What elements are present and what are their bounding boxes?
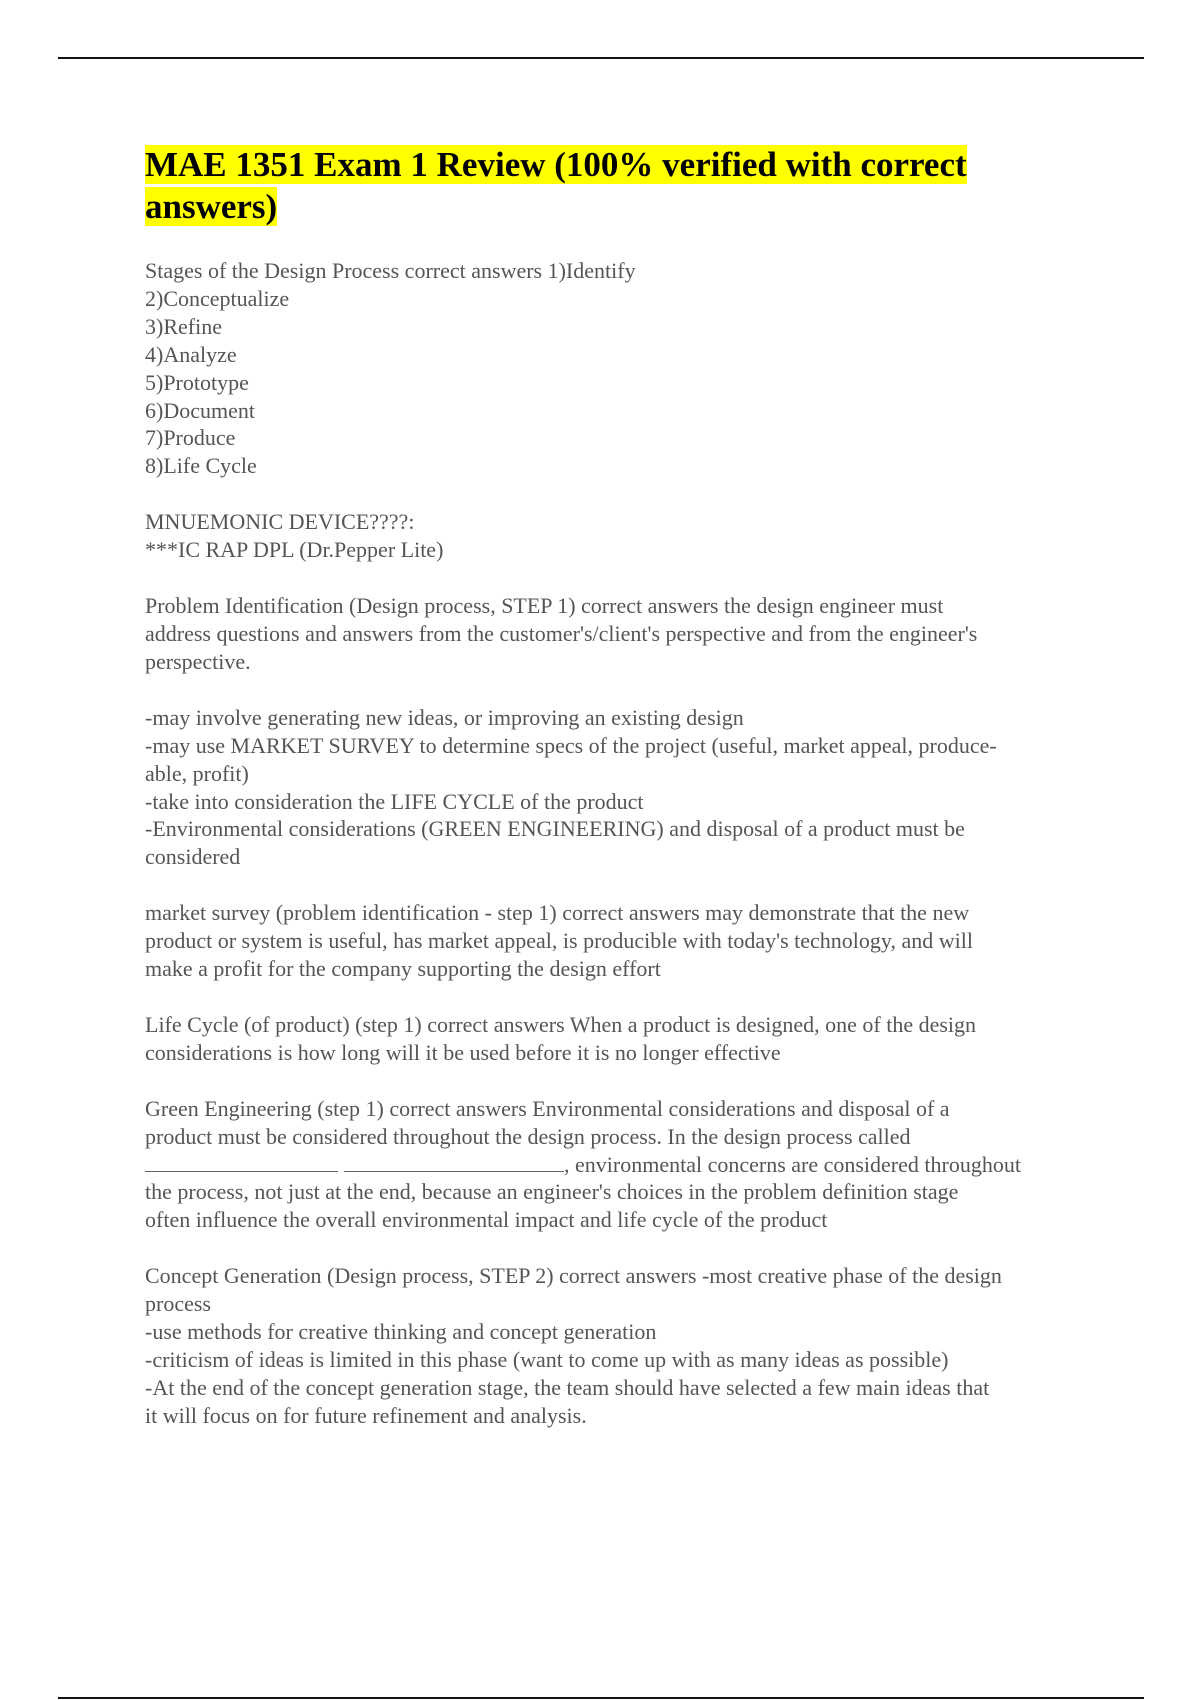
text-line: -use methods for creative thinking and concept generation <box>145 1319 657 1345</box>
text-line: make a profit for the company supporting the design effort <box>145 956 661 982</box>
text-line: -criticism of ideas is limited in this phase (want to come up with as many ideas as possible) <box>145 1347 949 1372</box>
bottom-rule <box>58 1697 1144 1699</box>
text-line: 2)Conceptualize <box>145 285 290 311</box>
text-line: -take into consideration the LIFE CYCLE of the product <box>145 788 644 814</box>
text-fragment: , environmental concerns are considered throughout <box>564 1151 1021 1177</box>
text-line: considered <box>145 844 241 870</box>
text-line: able, profit) <box>145 760 249 786</box>
page-title <box>145 144 1045 228</box>
text-line: ***IC RAP DPL (Dr.Pepper Lite) <box>145 537 444 563</box>
problem-identification <box>145 592 1090 676</box>
text-line: product must be considered throughout the design process. In the design process called <box>145 1123 911 1149</box>
text-line: often influence the overall environmental impact and life cycle of the product <box>145 1207 828 1233</box>
text-line: Life Cycle (of product) (step 1) correct answers When a product is designed, one of the design <box>145 1011 977 1037</box>
mnemonic-device <box>145 508 1090 564</box>
step1-notes <box>145 704 1090 871</box>
text-line: market survey (problem identification - step 1) correct answers may demonstrate that the new <box>145 900 970 926</box>
fill-in-blank-line <box>145 1151 1090 1179</box>
text-line: MNUEMONIC DEVICE????: <box>145 509 415 535</box>
text-line: 6)Document <box>145 397 255 423</box>
page-title-text: MAE 1351 Exam 1 Review (100% verified with correct answers) <box>145 145 967 226</box>
text-line: -may use MARKET SURVEY to determine specs of the project (useful, market appeal, produce- <box>145 732 997 758</box>
document-body <box>145 257 1090 1458</box>
text-line: perspective. <box>145 648 251 674</box>
concept-generation <box>145 1262 1090 1429</box>
text-line: Stages of the Design Process correct answers 1)Identify <box>145 258 636 283</box>
text-line: Concept Generation (Design process, STEP 2) correct answers -most creative phase of the design <box>145 1263 1002 1289</box>
market-survey <box>145 899 1090 983</box>
text-line: 5)Prototype <box>145 369 249 395</box>
top-rule <box>58 57 1144 59</box>
text-line: -may involve generating new ideas, or improving an existing design <box>145 704 744 730</box>
text-line: process <box>145 1291 211 1317</box>
fill-in-blank <box>145 1153 338 1172</box>
text-line: 8)Life Cycle <box>145 453 257 479</box>
green-engineering <box>145 1095 1090 1235</box>
text-line: 7)Produce <box>145 425 236 451</box>
text-line: Problem Identification (Design process, STEP 1) correct answers the design engineer must <box>145 593 944 619</box>
text-line: 4)Analyze <box>145 341 237 367</box>
text-line: Green Engineering (step 1) correct answers Environmental considerations and disposal of a <box>145 1095 950 1121</box>
text-line: 3)Refine <box>145 313 222 339</box>
text-line: address questions and answers from the customer's/client's perspective and from the engineer's <box>145 620 978 646</box>
text-line: it will focus on for future refinement and analysis. <box>145 1402 587 1428</box>
stages-of-design-process <box>145 257 1090 480</box>
life-cycle <box>145 1011 1090 1067</box>
text-line: product or system is useful, has market appeal, is producible with today's technology, and will <box>145 928 973 954</box>
text-line: -At the end of the concept generation stage, the team should have selected a few main ideas that <box>145 1374 990 1400</box>
text-line: the process, not just at the end, because an engineer's choices in the problem definition stage <box>145 1179 959 1205</box>
text-line: -Environmental considerations (GREEN ENGINEERING) and disposal of a product must be <box>145 816 965 842</box>
fill-in-blank <box>344 1153 564 1172</box>
text-line: considerations is how long will it be used before it is no longer effective <box>145 1039 781 1065</box>
